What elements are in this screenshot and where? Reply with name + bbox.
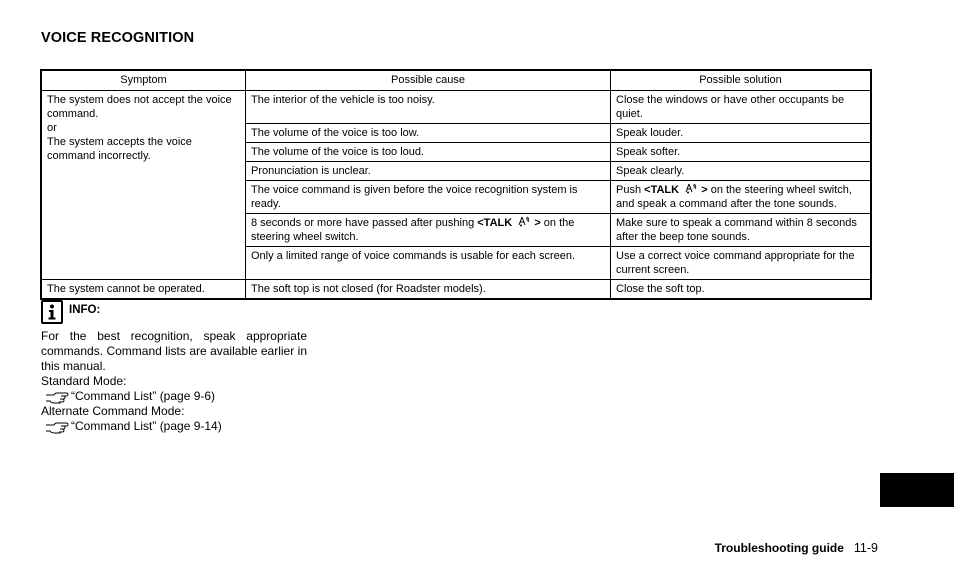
- voice-talk-icon: [516, 216, 530, 227]
- cause-cell: Only a limited range of voice commands is usable for each screen.: [246, 247, 611, 280]
- voice-recognition-table: [40, 69, 872, 300]
- symptom-a-line1: The system does not accept the voice command.: [47, 94, 232, 120]
- info-text: For the best recognition, speak appropriate commands. Command lists are available earlier in this manual.: [41, 329, 307, 373]
- talk-button-label: <TALK: [644, 184, 680, 196]
- alternate-mode-reference[interactable]: [41, 419, 307, 434]
- cause-text-post: on the steering wheel switch.: [251, 217, 575, 243]
- table-header-row: [41, 70, 871, 91]
- cause-text-pre: 8 seconds or more have passed after pushing: [251, 217, 478, 229]
- symptom-cell-a: [41, 91, 246, 280]
- cause-cell: Pronunciation is unclear.: [246, 162, 611, 181]
- page-title: VOICE RECOGNITION: [41, 30, 195, 46]
- standard-mode-reference-text: “Command List” (page 9-6): [71, 389, 216, 403]
- solution-cell: [611, 181, 872, 214]
- cause-cell: The volume of the voice is too loud.: [246, 143, 611, 162]
- solution-cell: Close the windows or have other occupants be quiet.: [611, 91, 872, 124]
- cause-cell: The volume of the voice is too low.: [246, 124, 611, 143]
- solution-cell: Speak louder.: [611, 124, 872, 143]
- info-icon: [41, 300, 63, 324]
- cause-cell: The interior of the vehicle is too noisy.: [246, 91, 611, 124]
- table-row: [41, 280, 871, 300]
- cause-cell: The soft top is not closed (for Roadster models).: [246, 280, 611, 300]
- header-symptom: Symptom: [41, 70, 246, 91]
- info-section: [41, 298, 307, 434]
- cause-cell: [246, 214, 611, 247]
- chapter-tab: [880, 473, 954, 507]
- pointing-hand-icon: [45, 390, 69, 404]
- info-header: [41, 298, 307, 326]
- symptom-cell-b: The system cannot be operated.: [41, 280, 246, 300]
- solution-text-pre: Push: [616, 184, 645, 196]
- header-possible-cause: Possible cause: [246, 70, 611, 91]
- standard-mode-reference[interactable]: [41, 389, 307, 404]
- symptom-a-line3: The system accepts the voice command incorrectly.: [47, 136, 192, 162]
- info-label: INFO:: [69, 303, 101, 316]
- cause-cell: The voice command is given before the voice recognition system is ready.: [246, 181, 611, 214]
- solution-cell: Close the soft top.: [611, 280, 872, 300]
- talk-button-label: <TALK: [477, 217, 513, 229]
- talk-button-close: >: [534, 217, 541, 229]
- solution-cell: Speak softer.: [611, 143, 872, 162]
- pointing-hand-icon: [45, 420, 69, 434]
- footer-section-title: Troubleshooting guide: [714, 541, 844, 555]
- symptom-a-line2: or: [47, 122, 57, 134]
- table-row: [41, 91, 871, 124]
- solution-cell: Speak clearly.: [611, 162, 872, 181]
- solution-cell: Use a correct voice command appropriate for the current screen.: [611, 247, 872, 280]
- alternate-mode-reference-text: “Command List” (page 9-14): [71, 419, 222, 433]
- page-footer: [715, 541, 878, 555]
- alternate-mode-label: Alternate Command Mode:: [41, 404, 185, 418]
- talk-button-close: >: [701, 184, 708, 196]
- header-possible-solution: Possible solution: [611, 70, 872, 91]
- voice-talk-icon: [683, 183, 697, 194]
- footer-page-number: 11-9: [853, 541, 878, 555]
- solution-text-post: on the steering wheel switch, and speak a command after the tone sounds.: [616, 184, 852, 210]
- solution-cell: Make sure to speak a command within 8 seconds after the beep tone sounds.: [611, 214, 872, 247]
- standard-mode-label: Standard Mode:: [41, 374, 127, 388]
